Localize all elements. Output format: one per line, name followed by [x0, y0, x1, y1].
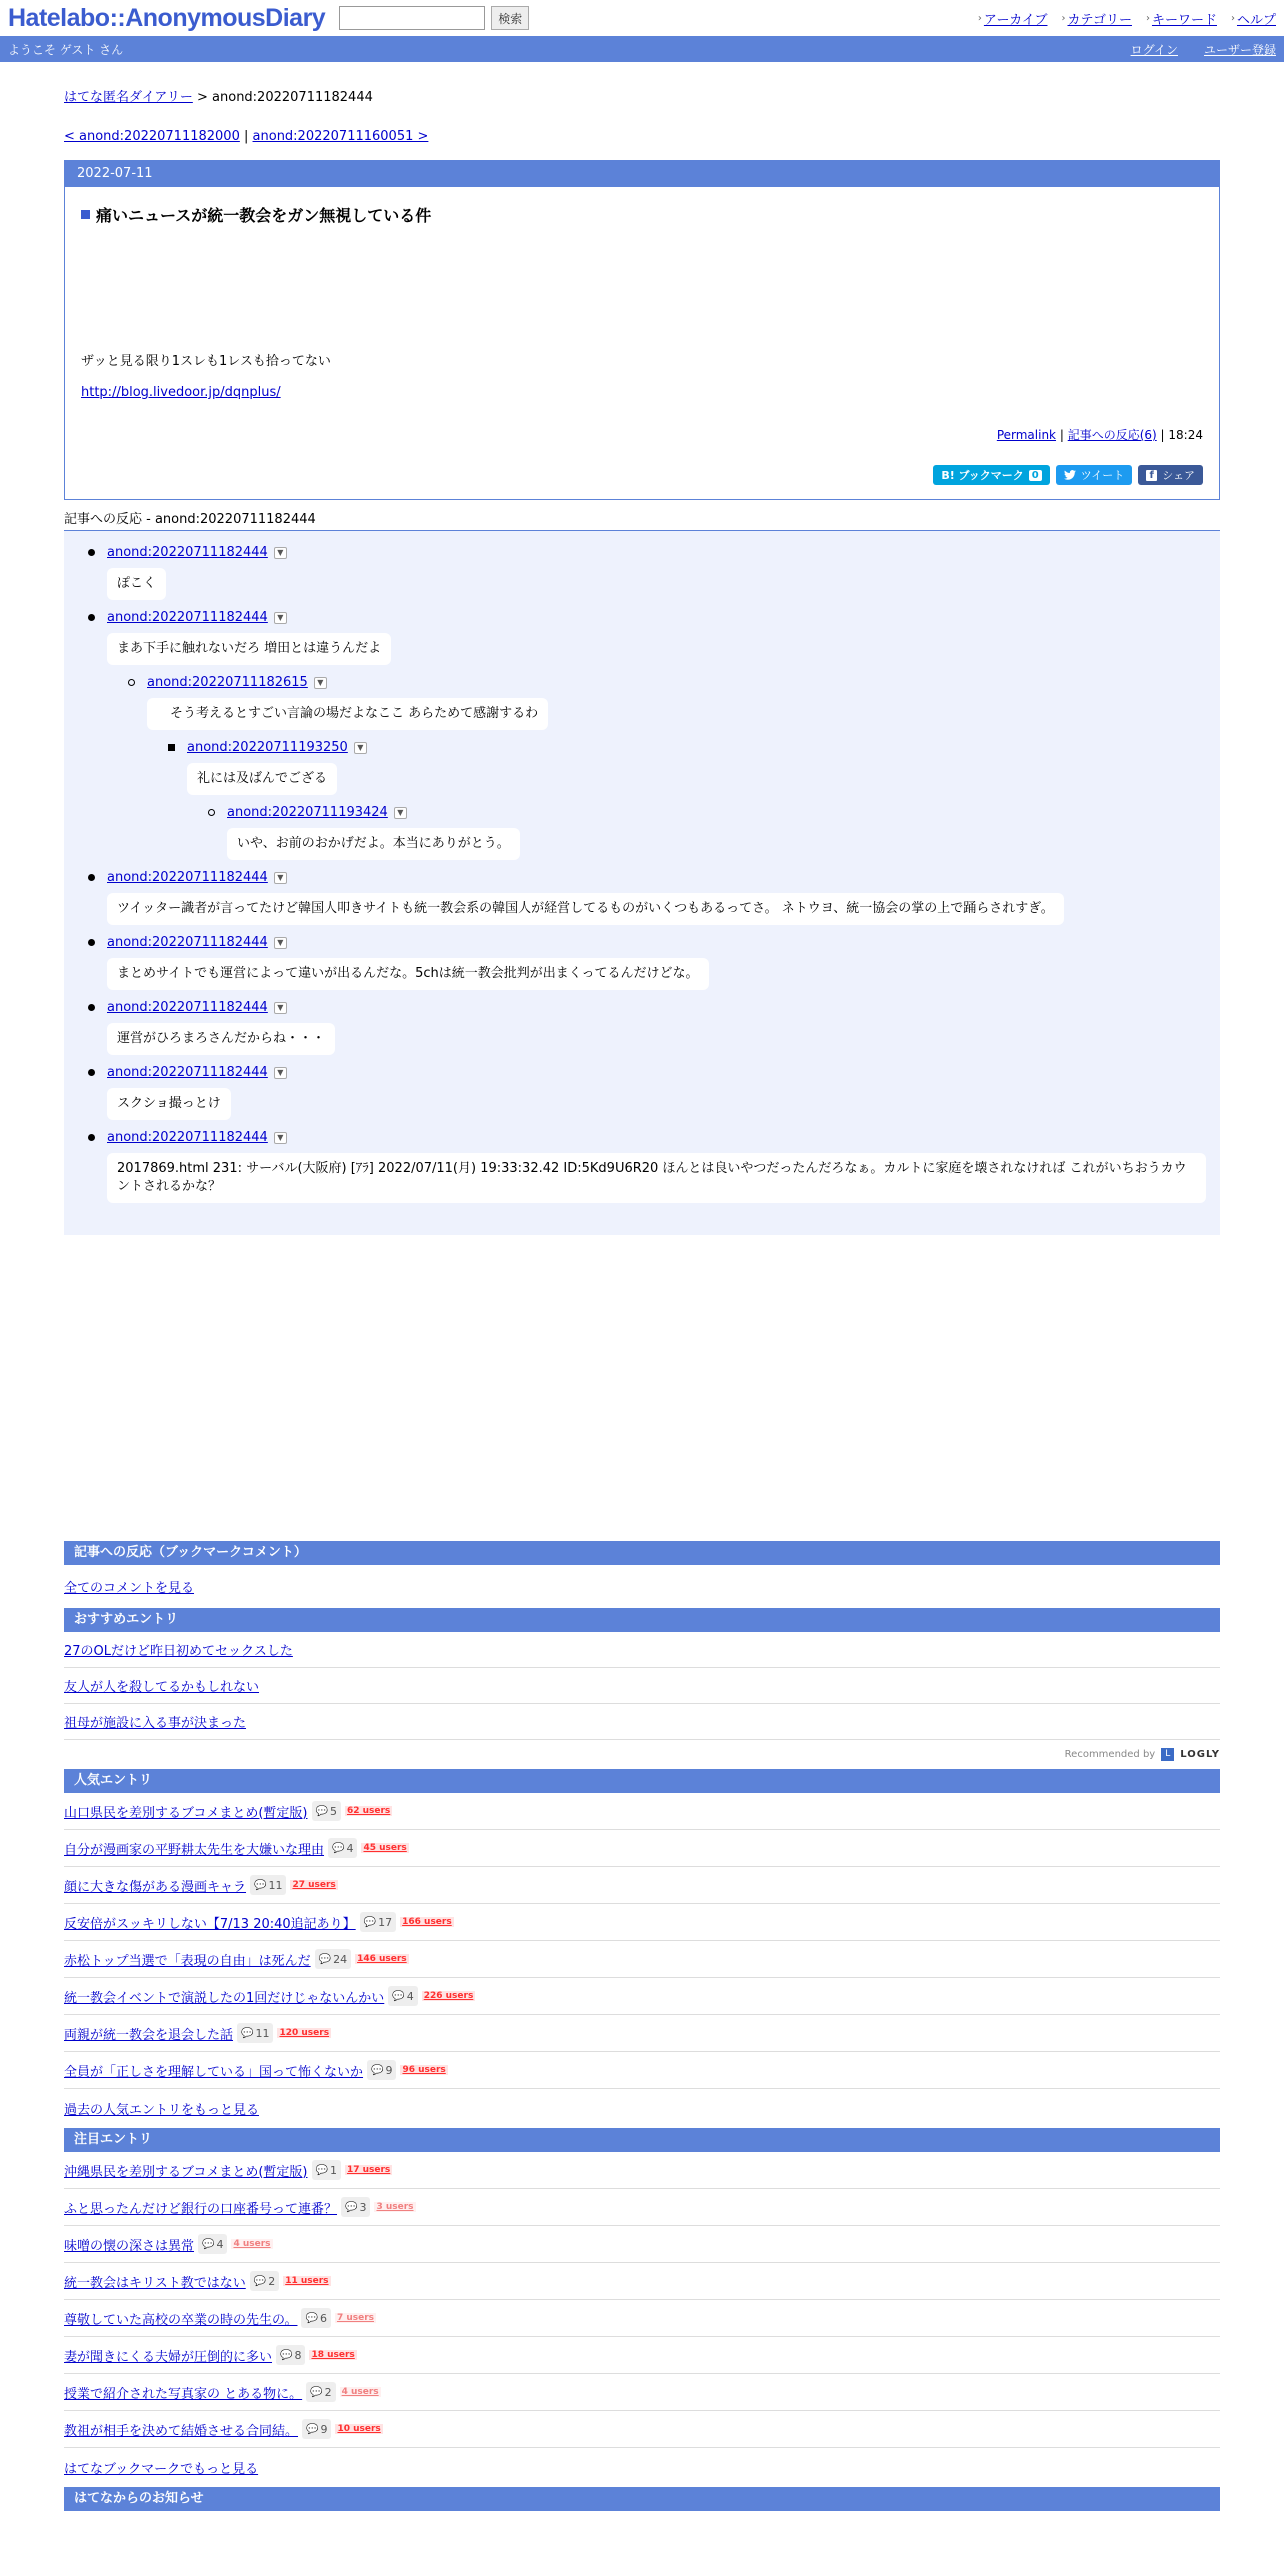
logly-logo-icon: L	[1161, 1748, 1174, 1761]
comment-count[interactable]: 💬 8	[276, 2345, 305, 2365]
entry-title-link[interactable]: 尊敬していた高校の卒業の時の先生の。	[64, 2312, 298, 2328]
entry-title-link[interactable]: 妻が聞きにくる夫婦が圧倒的に多い	[64, 2349, 273, 2365]
bookmark-users-badge[interactable]: 45 users	[363, 1843, 407, 1853]
recommended-item	[64, 1704, 1220, 1740]
entry-list-item	[64, 1941, 1220, 1978]
entry-list-item	[64, 2226, 1220, 2263]
entry-title-link[interactable]: 授業で紹介された写真家の とある物に。	[64, 2386, 303, 2402]
reaction-item	[64, 610, 1220, 665]
reaction-link[interactable]: anond:20220711182444	[107, 1130, 268, 1145]
entry-list-item	[64, 1830, 1220, 1867]
recommended-list	[64, 1632, 1220, 1740]
bookmark-users-badge[interactable]: 96 users	[402, 2065, 446, 2075]
speech-bubble-icon: 💬	[280, 2349, 293, 2361]
comment-count[interactable]: 💬 9	[302, 2419, 331, 2439]
speech-bubble-icon: 💬	[332, 1842, 345, 1854]
tweet-button[interactable]: ツイート	[1056, 465, 1132, 485]
twitter-bird-icon	[1064, 470, 1076, 480]
speech-bubble-icon: 💬	[202, 2238, 215, 2250]
entry-pager	[64, 129, 1220, 144]
entry-title-link[interactable]: 両親が統一教会を退会した話	[64, 2027, 234, 2043]
entry	[64, 160, 1220, 500]
user-bar	[0, 36, 1284, 62]
reaction-text: そう考えるとすごい言論の場だよなここ あらためて感謝するわ	[147, 698, 548, 730]
pager-sep: |	[244, 129, 249, 144]
reaction-item	[64, 675, 1220, 730]
reaction-item	[64, 935, 1220, 990]
reaction-link[interactable]: anond:20220711193250	[187, 740, 348, 755]
bookmark-users-badge[interactable]: 62 users	[346, 1806, 391, 1816]
reaction-link[interactable]: anond:20220711182615	[147, 675, 308, 690]
all-comments-link[interactable]: 全てのコメントを見る	[64, 1581, 195, 1596]
bookmark-users-badge[interactable]: 146 users	[357, 1954, 407, 1964]
reaction-menu-icon[interactable]: ▼	[274, 612, 287, 624]
attention-more-link[interactable]: はてなブックマークでもっと見る	[64, 2462, 259, 2477]
entry-title-link[interactable]: 統一教会イベントで演説したの1回だけじゃないんかい	[64, 1990, 385, 2006]
entry-list-item	[64, 2015, 1220, 2052]
list-bullet-icon	[88, 614, 95, 621]
bookmark-users-badge[interactable]: 10 users	[337, 2424, 381, 2434]
bookmark-users-badge[interactable]: 17 users	[346, 2165, 391, 2175]
entry-list-item	[64, 2374, 1220, 2411]
reaction-item	[64, 740, 1220, 795]
speech-bubble-icon: 💬	[363, 1916, 377, 1928]
reaction-menu-icon[interactable]: ▼	[314, 677, 327, 689]
attention-heading: 注目エントリ	[64, 2128, 1220, 2152]
facebook-icon: f	[1146, 470, 1157, 481]
speech-bubble-icon: 💬	[310, 2386, 323, 2398]
chevron-right-icon: ›	[1145, 12, 1150, 24]
reaction-menu-icon[interactable]: ▼	[354, 742, 367, 754]
entry-list-item	[64, 2411, 1220, 2448]
reaction-menu-icon[interactable]: ▼	[274, 872, 287, 884]
speech-bubble-icon: 💬	[318, 1953, 332, 1965]
comment-count[interactable]: 💬 4	[388, 1986, 417, 2006]
welcome-text: ようこそ ゲスト さん	[8, 42, 124, 57]
chevron-right-icon: ›	[1061, 12, 1066, 24]
bookmark-users-badge[interactable]: 4 users	[233, 2239, 271, 2249]
entry-list-item	[64, 2189, 1220, 2226]
entry-list-item	[64, 1904, 1220, 1941]
attention-list	[64, 2152, 1220, 2448]
bookmark-users-badge[interactable]: 7 users	[336, 2313, 374, 2323]
breadcrumb-home[interactable]: はてな匿名ダイアリー	[64, 90, 193, 105]
nav-category[interactable]: › カテゴリー	[1061, 12, 1132, 28]
entry-title: 痛いニュースが統一教会をガン無視している件	[81, 203, 1203, 226]
entry-meta: Permalink | 記事への反応(6) | 18:24	[996, 428, 1203, 442]
entry-title-link[interactable]: 統一教会はキリスト教ではない	[64, 2275, 246, 2291]
nav-keyword[interactable]: › キーワード	[1145, 12, 1217, 28]
list-bullet-icon	[208, 809, 215, 816]
bookmark-users-badge[interactable]: 4 users	[341, 2387, 379, 2397]
list-bullet-icon	[88, 1004, 95, 1011]
reactions-count-link[interactable]: 記事への反応(6)	[1067, 428, 1157, 442]
entry-time: | 18:24	[1160, 428, 1203, 442]
bookmark-users-badge[interactable]: 226 users	[423, 1991, 474, 2001]
entry-list-item	[64, 1867, 1220, 1904]
share-buttons	[81, 465, 1203, 485]
login-link[interactable]: ログイン	[1130, 42, 1178, 57]
main-content	[64, 62, 1220, 2511]
speech-bubble-icon: 💬	[392, 1990, 405, 2002]
recommended-link[interactable]: 友人が人を殺してるかもしれない	[64, 1680, 260, 1695]
entry-title-link[interactable]: 山口県民を差別するブコメまとめ(暫定版)	[64, 1805, 308, 1821]
comment-count[interactable]: 💬 4	[328, 1838, 357, 1858]
entry-list-item	[64, 2263, 1220, 2300]
entry-list-item	[64, 2300, 1220, 2337]
header-nav	[978, 9, 1276, 28]
reaction-item	[64, 1130, 1220, 1203]
entry-url-link[interactable]: http://blog.livedoor.jp/dqnplus/	[81, 385, 281, 400]
reaction-item	[64, 805, 1220, 860]
comment-count[interactable]: 💬 11	[237, 2023, 273, 2043]
list-bullet-icon	[88, 874, 95, 881]
reaction-text: 2017869.html 231: サーバル(大阪府) [ｱﾗ] 2022/07/11(月) 19:33:32.42 ID:5Kd9U6R20 ほんとは良いやつだったんだろなぁ。カルトに家庭を壊されなければ これがいちおうカウントされるかな？	[107, 1153, 1206, 1203]
speech-bubble-icon: 💬	[254, 1879, 267, 1891]
reaction-link[interactable]: anond:20220711182444	[107, 610, 268, 625]
comment-count[interactable]: 💬 17	[360, 1912, 396, 1932]
entry-title-link[interactable]: 教祖が相手を決めて結婚させる合同結。	[64, 2423, 299, 2439]
entry-title-link[interactable]: 沖縄県民を差別するブコメまとめ(暫定版)	[64, 2164, 308, 2180]
popular-more-link[interactable]: 過去の人気エントリをもっと見る	[64, 2103, 260, 2118]
prev-entry-link[interactable]: < anond:20220711182000	[64, 129, 240, 144]
reaction-item	[64, 870, 1220, 925]
site-header	[0, 0, 1284, 36]
entry-list-item	[64, 2337, 1220, 2374]
bookmark-users-badge[interactable]: 3 users	[376, 2202, 414, 2212]
bookmark-users-badge[interactable]: 11 users	[285, 2276, 329, 2286]
nav-archive[interactable]: › アーカイブ	[977, 12, 1048, 28]
entry-title-link[interactable]: 味噌の懐の深さは異常	[64, 2238, 195, 2254]
recommended-link[interactable]: 27のOLだけど昨日初めてセックスした	[64, 1644, 293, 1659]
comment-count[interactable]: 💬 1	[312, 2160, 341, 2180]
bookmark-users-badge[interactable]: 120 users	[279, 2028, 330, 2038]
reaction-text: まとめサイトでも運営によって違いが出るんだな。5chは統一教会批判が出まくってるんだけどな。	[107, 958, 709, 990]
entry-list-item	[64, 2152, 1220, 2189]
speech-bubble-icon: 💬	[253, 2275, 267, 2287]
reaction-link[interactable]: anond:20220711182444	[107, 1000, 268, 1015]
entry-title-link[interactable]: 全員が「正しさを理解している」国って怖くないか	[64, 2064, 364, 2080]
site-logo[interactable]: Hatelabo::AnonymousDiary	[8, 3, 326, 32]
reaction-menu-icon[interactable]: ▼	[274, 937, 287, 949]
comment-count[interactable]: 💬 5	[312, 1801, 341, 1821]
entry-title-link[interactable]: ふと思ったんだけど銀行の口座番号って連番？	[64, 2201, 338, 2217]
reaction-text: まあ下手に触れないだろ 増田とは違うんだよ	[107, 633, 391, 665]
breadcrumb	[64, 86, 1220, 105]
chevron-right-icon: ›	[1230, 12, 1235, 24]
reaction-text: 礼には及ばんでござる	[187, 763, 337, 795]
reaction-link[interactable]: anond:20220711182444	[107, 935, 268, 950]
entry-date: 2022-07-11	[65, 161, 1219, 187]
comment-count[interactable]: 💬 24	[315, 1949, 351, 1969]
speech-bubble-icon: 💬	[315, 1805, 328, 1817]
list-bullet-icon	[88, 549, 95, 556]
comment-count[interactable]: 💬 2	[306, 2382, 335, 2402]
reaction-item	[64, 1065, 1220, 1120]
list-bullet-icon	[168, 744, 175, 751]
list-bullet-icon	[88, 1134, 95, 1141]
hatena-bookmark-button[interactable]: B! ブックマーク 0	[933, 465, 1049, 485]
comment-count[interactable]: 💬 4	[198, 2234, 227, 2254]
comment-count[interactable]: 💬 2	[250, 2271, 279, 2291]
reaction-text: スクショ撮っとけ	[107, 1088, 231, 1120]
speech-bubble-icon: 💬	[371, 2064, 384, 2076]
entry-list-item	[64, 1793, 1220, 1830]
reaction-menu-icon[interactable]: ▼	[274, 1002, 287, 1014]
reaction-text: ツイッター識者が言ってたけど韓国人叩きサイトも統一教会系の韓国人が経営してるものがいくつもあるってさ。 ネトウヨ、統一協会の掌の上で踊らされすぎ。	[107, 893, 1064, 925]
speech-bubble-icon: 💬	[305, 2312, 318, 2324]
search-button[interactable]: 検索	[491, 6, 529, 30]
popular-heading: 人気エントリ	[64, 1769, 1220, 1793]
entry-title-link[interactable]: 反安倍がスッキリしない【7/13 20:40追記あり】	[64, 1916, 356, 1932]
reaction-text: ぽこく	[107, 568, 166, 600]
search-input[interactable]	[339, 6, 485, 30]
speech-bubble-icon: 💬	[345, 2201, 358, 2213]
reaction-menu-icon[interactable]: ▼	[274, 1067, 287, 1079]
bookmark-users-badge[interactable]: 27 users	[292, 1880, 336, 1890]
comment-count[interactable]: 💬 9	[367, 2060, 396, 2080]
recommended-link[interactable]: 祖母が施設に入る事が決まった	[64, 1716, 247, 1731]
entry-text: ザッと見る限り1スレも1レスも拾ってない	[81, 354, 331, 369]
reactions-heading: 記事への反応 - anond:20220711182444	[64, 508, 1220, 531]
entry-list-item	[64, 1978, 1220, 2015]
notice-heading: はてなからのお知らせ	[64, 2487, 1220, 2511]
bookmark-users-badge[interactable]: 166 users	[402, 1917, 452, 1927]
list-bullet-icon	[88, 1069, 95, 1076]
chevron-right-icon: ›	[977, 12, 982, 24]
list-bullet-icon	[128, 679, 135, 686]
entry-title-link[interactable]: 顔に大きな傷がある漫画キャラ	[64, 1879, 247, 1895]
entry-list-item	[64, 2052, 1220, 2089]
recommended-item	[64, 1632, 1220, 1668]
speech-bubble-icon: 💬	[241, 2027, 254, 2039]
reaction-link[interactable]: anond:20220711182444	[107, 545, 268, 560]
recommended-heading: おすすめエントリ	[64, 1608, 1220, 1632]
reactions-list	[64, 531, 1220, 1235]
reaction-link[interactable]: anond:20220711182444	[107, 1065, 268, 1080]
bookmark-comments-heading: 記事への反応（ブックマークコメント）	[64, 1541, 1220, 1565]
next-entry-link[interactable]: anond:20220711160051 >	[252, 129, 429, 144]
comment-count[interactable]: 💬 3	[341, 2197, 370, 2217]
breadcrumb-sep: >	[196, 90, 208, 105]
speech-bubble-icon: 💬	[306, 2423, 319, 2435]
reaction-text: いや、お前のおかげだよ。本当にありがとう。	[227, 828, 520, 860]
logly-credit: Recommended by L LOGLY	[1064, 1749, 1220, 1760]
recommended-item	[64, 1668, 1220, 1704]
speech-bubble-icon: 💬	[315, 2164, 328, 2176]
entry-title-link[interactable]: 赤松トップ当選で「表現の自由」は死んだ	[64, 1953, 311, 1969]
nav-help[interactable]: › ヘルプ	[1230, 12, 1276, 28]
reaction-link[interactable]: anond:20220711193424	[227, 805, 388, 820]
reaction-menu-icon[interactable]: ▼	[274, 547, 287, 559]
entry-title-link[interactable]: 自分が漫画家の平野耕太先生を大嫌いな理由	[64, 1842, 325, 1858]
reaction-item	[64, 545, 1220, 600]
permalink[interactable]: Permalink	[996, 428, 1057, 442]
reaction-menu-icon[interactable]: ▼	[394, 807, 407, 819]
popular-list	[64, 1793, 1220, 2089]
bookmark-count: 0	[1029, 470, 1042, 481]
facebook-share-button[interactable]: f シェア	[1138, 465, 1203, 485]
reaction-menu-icon[interactable]: ▼	[274, 1132, 287, 1144]
breadcrumb-current: anond:20220711182444	[212, 90, 373, 105]
comment-count[interactable]: 💬 11	[250, 1875, 286, 1895]
bookmark-users-badge[interactable]: 18 users	[311, 2350, 355, 2360]
list-bullet-icon	[88, 939, 95, 946]
comment-count[interactable]: 💬 6	[301, 2308, 330, 2328]
register-link[interactable]: ユーザー登録	[1203, 42, 1276, 57]
reaction-item	[64, 1000, 1220, 1055]
reaction-link[interactable]: anond:20220711182444	[107, 870, 268, 885]
entry-body	[65, 187, 1219, 499]
square-bullet-icon[interactable]	[81, 210, 90, 219]
reaction-text: 運営がひろまろさんだからね・・・	[107, 1023, 335, 1055]
